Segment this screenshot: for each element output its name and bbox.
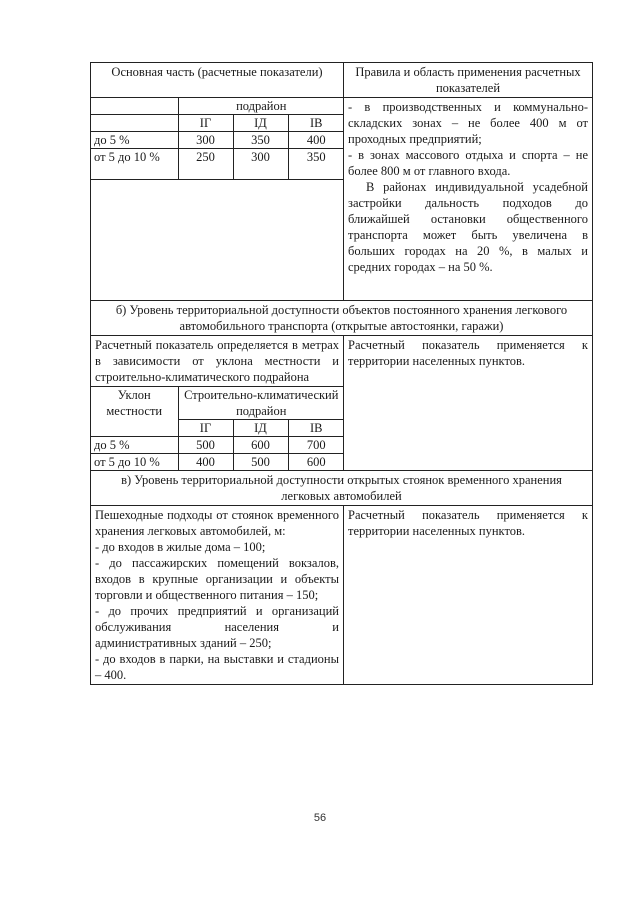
block-a-right-paragraph: В районах индивидуальной усадебной застройки дальность подходов до ближайшей остановки общественного транспорта может быть увеличена в больших городах на 20 %, в малых и средних городах – на 50 %. <box>348 180 588 274</box>
block-b-value: 600 <box>233 437 288 454</box>
block-b-col-0: IГ <box>178 420 233 437</box>
block-a-left <box>91 98 344 301</box>
block-a-empty-cell-2 <box>91 115 178 132</box>
block-b-slope-label: Уклон местности <box>91 387 178 437</box>
block-b-row <box>91 336 593 471</box>
block-b-row-label: от 5 до 10 % <box>91 454 178 471</box>
block-c-right: Расчетный показатель применяется к территории населенных пунктов. <box>344 506 593 685</box>
block-c-item: - до прочих предприятий и организаций обслуживания населения и административных зданий – 250; <box>95 604 339 650</box>
table-header-row <box>91 63 593 98</box>
regulation-table <box>90 62 593 685</box>
block-a-col-1: IД <box>233 115 288 132</box>
block-a-value: 400 <box>288 132 344 149</box>
block-a-subtable <box>91 98 344 180</box>
header-right: Правила и область применения расчетных показателей <box>344 63 593 98</box>
block-c-row <box>91 506 593 685</box>
block-a-group-label: подрайон <box>178 98 344 115</box>
table-row <box>91 132 344 149</box>
block-c-item: - до входов в жилые дома – 100; <box>95 540 266 554</box>
block-a-value: 350 <box>233 132 288 149</box>
block-c-left <box>91 506 344 685</box>
block-b-right: Расчетный показатель применяется к территории населенных пунктов. <box>344 336 593 471</box>
block-b-col-1: IД <box>233 420 288 437</box>
block-c-item: - до пассажирских помещений вокзалов, входов в крупные организации и объекты торговли и общественного питания – 150; <box>95 556 339 602</box>
block-c-intro: Пешеходные подходы от стоянок временного хранения легковых автомобилей, м: <box>95 508 339 538</box>
block-a-col-0: IГ <box>178 115 233 132</box>
block-a-value: 300 <box>233 149 288 180</box>
block-a-right-item: - в зонах массового отдыха и спорта – не более 800 м от главного входа. <box>348 148 588 178</box>
block-b-value: 500 <box>178 437 233 454</box>
section-c-row <box>91 471 593 506</box>
block-a-value: 350 <box>288 149 344 180</box>
block-a-right-item: - в производственных и коммунально-складских зонах – не более 400 м от проходных предприятий; <box>348 100 588 146</box>
block-b-subtable <box>91 386 344 470</box>
block-b-left <box>91 336 344 471</box>
block-b-row-label: до 5 % <box>91 437 178 454</box>
block-a-col-2: IВ <box>288 115 344 132</box>
block-a-row <box>91 98 593 301</box>
block-b-value: 500 <box>233 454 288 471</box>
table-row <box>91 454 344 471</box>
block-b-left-text: Расчетный показатель определяется в метрах в зависимости от уклона местности и строительно-климатического подрайона <box>95 338 339 384</box>
header-left: Основная часть (расчетные показатели) <box>91 63 344 98</box>
block-a-row-label: до 5 % <box>91 132 178 149</box>
block-a-value: 250 <box>178 149 233 180</box>
block-a-right <box>344 98 593 301</box>
table-row <box>91 437 344 454</box>
table-row <box>91 149 344 180</box>
section-c-heading: в) Уровень территориальной доступности открытых стоянок временного хранения легковых автомобилей <box>91 471 593 506</box>
section-b-heading: б) Уровень территориальной доступности объектов постоянного хранения легкового автомобильного транспорта (открытые автостоянки, гаражи) <box>91 301 593 336</box>
block-b-value: 400 <box>178 454 233 471</box>
block-a-row-label: от 5 до 10 % <box>91 149 178 180</box>
block-b-value: 700 <box>288 437 344 454</box>
block-c-item: - до входов в парки, на выставки и стадионы – 400. <box>95 652 339 682</box>
block-b-value: 600 <box>288 454 344 471</box>
block-a-empty-cell <box>91 98 178 115</box>
block-b-col-2: IВ <box>288 420 344 437</box>
block-a-value: 300 <box>178 132 233 149</box>
section-b-row <box>91 301 593 336</box>
block-b-group-label: Строительно-климатический подрайон <box>178 387 344 420</box>
page-number: 56 <box>313 812 327 824</box>
